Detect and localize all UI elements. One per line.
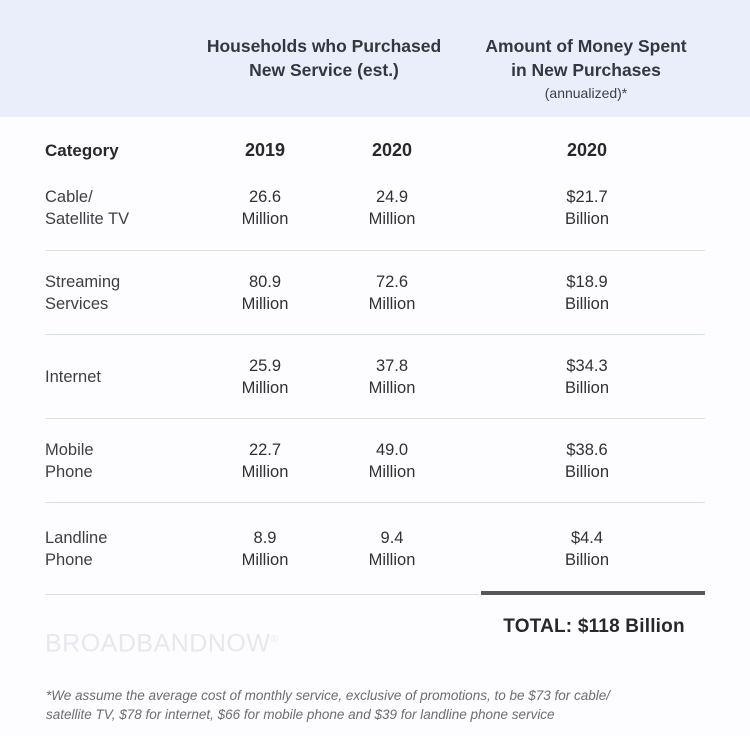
money-title-line2: in New Purchases	[511, 60, 661, 80]
total-value: $118 Billion	[577, 616, 685, 637]
money-2020-value: $18.9 Billion	[564, 272, 610, 313]
broadbandnow-logo	[45, 627, 278, 656]
households-2020-value: 72.6 Million	[368, 272, 416, 313]
footnote-line1: *We assume the average cost of monthly service, exclusive of promotions, to be $73 for cable/	[46, 688, 611, 703]
money-2020-value: $21.7 Billion	[564, 188, 610, 228]
table-row-internet	[45, 334, 705, 418]
money-2020-value: $4.4 Billion	[564, 528, 610, 569]
category-label: Cable/ Satellite TV	[45, 188, 130, 228]
table-bottom-rule-thin	[45, 594, 479, 595]
households-2020-value: 24.9 Million	[368, 188, 416, 228]
column-header-category: Category	[45, 141, 119, 160]
column-header-2019-households: 2019	[244, 140, 286, 160]
brand-name: BROADBANDNOW	[45, 629, 271, 658]
households-2019-value: 22.7 Million	[241, 440, 289, 481]
category-label: Streaming Services	[45, 272, 121, 313]
category-label: Landline Phone	[45, 528, 108, 569]
households-2019-value: 25.9 Million	[241, 356, 289, 397]
households-title-line2: New Service (est.)	[249, 60, 399, 80]
table-row-landline-phone	[45, 502, 705, 594]
table-row-mobile-phone	[45, 418, 705, 502]
money-title-line1: Amount of Money Spent	[485, 36, 687, 56]
category-label: Mobile Phone	[45, 440, 94, 481]
data-table	[45, 117, 705, 594]
households-2020-value: 37.8 Million	[368, 356, 416, 397]
footnote	[46, 687, 610, 724]
category-label: Internet	[45, 367, 101, 386]
households-title-line1: Households who Purchased	[206, 36, 442, 56]
column-header-2020-money: 2020	[566, 140, 608, 160]
total-label: TOTAL:	[503, 616, 573, 637]
footnote-line2: satellite TV, $78 for internet, $66 for mobile phone and $39 for landline phone service	[46, 706, 555, 722]
households-2019-value: 80.9 Million	[241, 272, 289, 313]
registered-trademark-mark: ®	[270, 634, 279, 645]
annualized-subtitle: (annualized)*	[544, 85, 628, 101]
total-line	[444, 616, 744, 638]
households-purchased-title	[174, 34, 474, 82]
households-2019-value: 8.9 Million	[241, 528, 289, 569]
money-2020-value: $38.6 Billion	[564, 440, 610, 481]
table-row-cable-satellite-tv	[45, 166, 705, 250]
table-header-row	[45, 117, 705, 166]
total-rule-thick	[481, 591, 705, 595]
table-row-streaming-services	[45, 250, 705, 334]
money-spent-title	[436, 34, 736, 104]
households-2020-value: 9.4 Million	[368, 528, 416, 569]
households-2020-value: 49.0 Million	[368, 440, 416, 481]
column-header-2020-households: 2020	[371, 140, 413, 160]
households-2019-value: 26.6 Million	[241, 188, 289, 228]
money-2020-value: $34.3 Billion	[564, 356, 610, 397]
header-banner	[0, 0, 750, 117]
